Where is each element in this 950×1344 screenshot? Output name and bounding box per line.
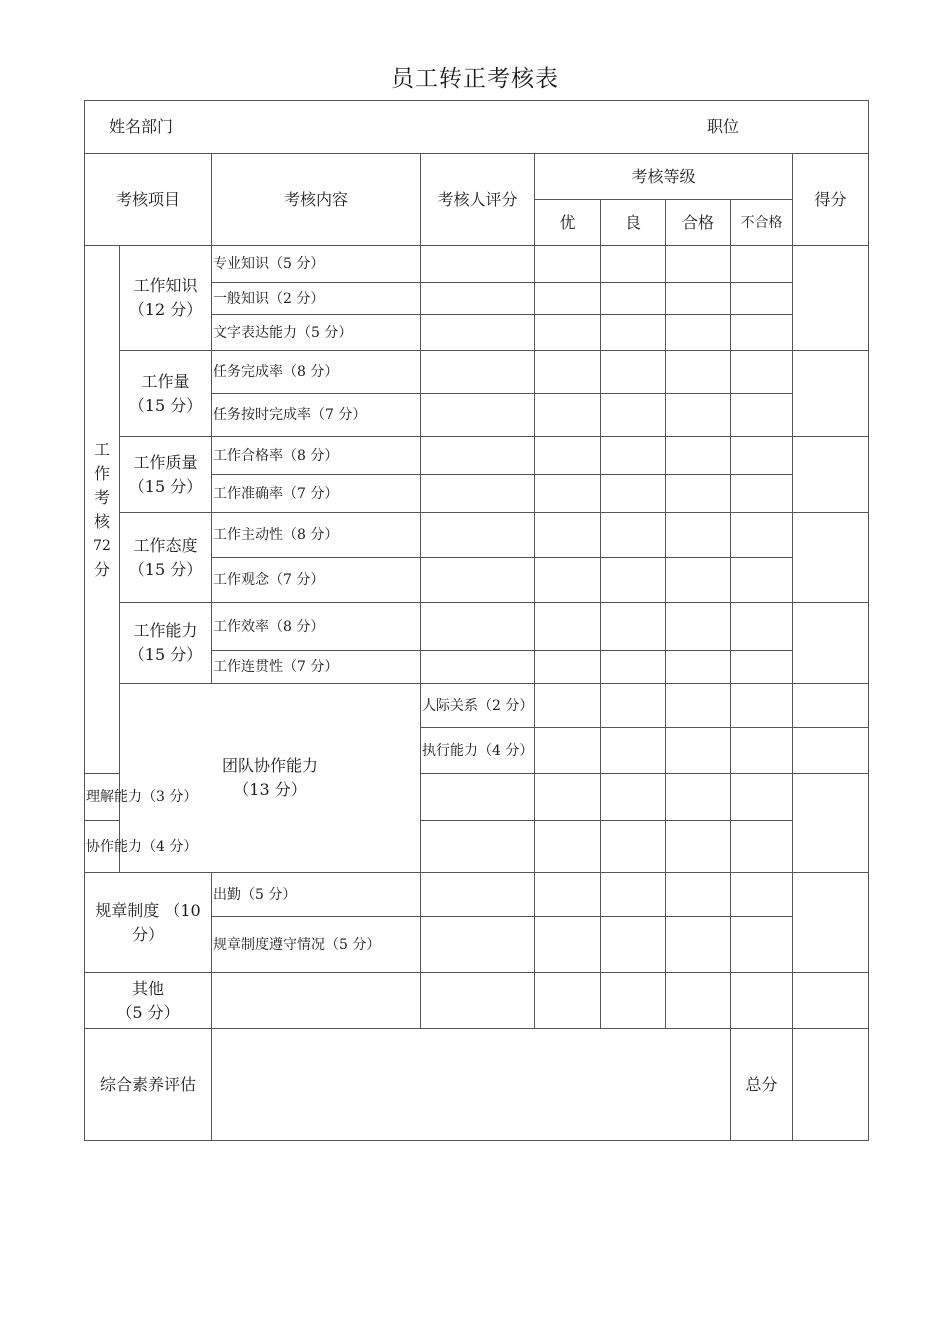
position-label: 职位 — [707, 117, 740, 136]
other-content-cell[interactable] — [212, 973, 421, 1029]
grade-cell[interactable] — [731, 774, 793, 821]
grade-cell[interactable] — [666, 728, 731, 774]
grade-cell[interactable] — [601, 774, 666, 821]
grade-cell[interactable] — [666, 684, 731, 728]
grade-cell[interactable] — [731, 684, 793, 728]
rater-cell[interactable] — [421, 917, 535, 973]
grade-cell[interactable] — [731, 603, 793, 651]
rater-cell[interactable] — [535, 728, 601, 774]
item-pass-rate: 工作合格率（8 分） — [212, 437, 421, 475]
grade-cell[interactable] — [731, 558, 793, 603]
assessment-table — [84, 100, 869, 1141]
col-header-rater: 考核人评分 — [421, 154, 535, 246]
grade-good: 良 — [601, 200, 666, 246]
name-dept-position-row[interactable] — [85, 101, 869, 154]
rater-cell[interactable] — [421, 973, 535, 1029]
grade-cell[interactable] — [535, 283, 601, 315]
grade-cell[interactable] — [601, 315, 666, 351]
grade-cell[interactable] — [731, 821, 793, 873]
grade-cell[interactable] — [793, 728, 869, 774]
score-cell[interactable] — [793, 437, 869, 513]
item-writing-ability: 文字表达能力（5 分） — [212, 315, 421, 351]
grade-cell[interactable] — [535, 513, 601, 558]
item-professional-knowledge: 专业知识（5 分） — [212, 246, 421, 283]
grade-cell[interactable] — [535, 246, 601, 283]
grade-cell[interactable] — [731, 315, 793, 351]
grade-cell[interactable] — [731, 728, 793, 774]
rater-cell[interactable] — [421, 351, 535, 394]
grade-cell[interactable] — [535, 917, 601, 973]
group-work-knowledge: 工作知识 （12 分） — [120, 246, 212, 351]
rater-cell[interactable] — [421, 437, 535, 475]
grade-cell[interactable] — [601, 246, 666, 283]
summary-evaluation-cell[interactable] — [212, 1029, 731, 1141]
grade-cell[interactable] — [601, 513, 666, 558]
group-work-quality: 工作质量 （15 分） — [120, 437, 212, 513]
grade-cell[interactable] — [535, 394, 601, 437]
rater-cell[interactable] — [421, 475, 535, 513]
rater-cell[interactable] — [421, 394, 535, 437]
grade-cell[interactable] — [666, 603, 731, 651]
grade-cell[interactable] — [793, 684, 869, 728]
score-cell[interactable] — [793, 513, 869, 603]
grade-cell[interactable] — [601, 437, 666, 475]
grade-cell[interactable] — [601, 728, 666, 774]
score-cell[interactable] — [793, 873, 869, 973]
grade-cell[interactable] — [731, 437, 793, 475]
grade-cell[interactable] — [601, 973, 666, 1029]
rater-cell[interactable] — [421, 821, 535, 873]
grade-cell[interactable] — [731, 475, 793, 513]
item-continuity: 工作连贯性（7 分） — [212, 651, 421, 684]
grade-cell[interactable] — [666, 651, 731, 684]
grade-cell[interactable] — [731, 873, 793, 917]
group-teamwork: 团队协作能力 （13 分） — [120, 684, 421, 873]
grade-cell[interactable] — [535, 315, 601, 351]
score-cell[interactable] — [793, 603, 869, 684]
grade-cell[interactable] — [601, 821, 666, 873]
grade-cell[interactable] — [535, 821, 601, 873]
item-initiative: 工作主动性（8 分） — [212, 513, 421, 558]
grade-cell[interactable] — [601, 283, 666, 315]
grade-cell[interactable] — [731, 283, 793, 315]
item-on-time-completion: 任务按时完成率（7 分） — [212, 394, 421, 437]
col-header-score: 得分 — [793, 154, 869, 246]
grade-cell[interactable] — [601, 394, 666, 437]
grade-cell[interactable] — [731, 917, 793, 973]
grade-cell[interactable] — [535, 351, 601, 394]
grade-fail: 不合格 — [731, 200, 793, 246]
rater-cell[interactable] — [421, 513, 535, 558]
grade-cell[interactable] — [666, 437, 731, 475]
total-label: 总分 — [731, 1029, 793, 1141]
rater-cell[interactable] — [421, 873, 535, 917]
grade-excellent: 优 — [535, 200, 601, 246]
item-general-knowledge: 一般知识（2 分） — [212, 283, 421, 315]
grade-cell[interactable] — [731, 394, 793, 437]
grade-cell[interactable] — [666, 283, 731, 315]
grade-cell[interactable] — [666, 821, 731, 873]
total-score-cell[interactable] — [793, 1029, 869, 1141]
grade-cell[interactable] — [666, 917, 731, 973]
grade-cell[interactable] — [731, 246, 793, 283]
grade-cell[interactable] — [601, 558, 666, 603]
grade-cell[interactable] — [535, 475, 601, 513]
grade-cell[interactable] — [666, 873, 731, 917]
grade-cell[interactable] — [666, 475, 731, 513]
score-cell[interactable] — [793, 246, 869, 351]
item-cooperation: 协作能力（4 分） — [85, 821, 120, 873]
item-execution: 执行能力（4 分） — [421, 728, 535, 774]
item-rules-compliance: 规章制度遵守情况（5 分） — [212, 917, 421, 973]
grade-cell[interactable] — [601, 351, 666, 394]
grade-cell[interactable] — [535, 603, 601, 651]
page-title: 员工转正考核表 — [391, 66, 559, 92]
rater-cell[interactable] — [421, 774, 535, 821]
rater-cell[interactable] — [421, 315, 535, 351]
grade-pass: 合格 — [666, 200, 731, 246]
grade-cell[interactable] — [666, 513, 731, 558]
grade-cell[interactable] — [731, 651, 793, 684]
grade-cell[interactable] — [535, 558, 601, 603]
item-comprehension: 理解能力（3 分） — [85, 774, 120, 821]
col-header-item: 考核项目 — [85, 154, 212, 246]
grade-cell[interactable] — [601, 873, 666, 917]
item-accuracy-rate: 工作准确率（7 分） — [212, 475, 421, 513]
grade-cell[interactable] — [535, 437, 601, 475]
grade-cell[interactable] — [731, 513, 793, 558]
grade-cell[interactable] — [535, 873, 601, 917]
grade-cell[interactable] — [535, 973, 601, 1029]
name-dept-label: 姓名部门 — [109, 117, 174, 136]
work-assessment-label: 工 作 考 核 72 分 — [85, 246, 120, 774]
rater-cell[interactable] — [421, 651, 535, 684]
group-work-attitude: 工作态度 （15 分） — [120, 513, 212, 603]
grade-cell[interactable] — [666, 315, 731, 351]
grade-cell[interactable] — [666, 246, 731, 283]
rater-cell[interactable] — [421, 283, 535, 315]
item-efficiency: 工作效率（8 分） — [212, 603, 421, 651]
item-task-completion: 任务完成率（8 分） — [212, 351, 421, 394]
grade-cell[interactable] — [601, 684, 666, 728]
grade-cell[interactable] — [601, 917, 666, 973]
grade-cell[interactable] — [666, 558, 731, 603]
summary-label: 综合素养评估 — [85, 1029, 212, 1141]
grade-cell[interactable] — [535, 651, 601, 684]
grade-cell[interactable] — [601, 603, 666, 651]
grade-cell[interactable] — [666, 394, 731, 437]
grade-cell[interactable] — [731, 351, 793, 394]
group-other: 其他 （5 分） — [85, 973, 212, 1029]
group-work-ability: 工作能力 （15 分） — [120, 603, 212, 684]
group-rules: 规章制度 （10 分） — [85, 873, 212, 973]
grade-cell[interactable] — [601, 651, 666, 684]
grade-cell[interactable] — [666, 774, 731, 821]
score-cell[interactable] — [793, 973, 869, 1029]
col-header-grade: 考核等级 — [535, 154, 793, 200]
grade-cell[interactable] — [731, 973, 793, 1029]
rater-cell[interactable] — [421, 558, 535, 603]
item-work-concept: 工作观念（7 分） — [212, 558, 421, 603]
item-relationships: 人际关系（2 分） — [421, 684, 535, 728]
grade-cell[interactable] — [666, 973, 731, 1029]
grade-cell[interactable] — [601, 475, 666, 513]
item-attendance: 出勤（5 分） — [212, 873, 421, 917]
rater-cell[interactable] — [421, 246, 535, 283]
grade-cell[interactable] — [666, 351, 731, 394]
score-cell[interactable] — [793, 351, 869, 437]
rater-cell[interactable] — [421, 603, 535, 651]
rater-cell[interactable] — [535, 684, 601, 728]
col-header-content: 考核内容 — [212, 154, 421, 246]
grade-cell[interactable] — [535, 774, 601, 821]
group-workload: 工作量 （15 分） — [120, 351, 212, 437]
